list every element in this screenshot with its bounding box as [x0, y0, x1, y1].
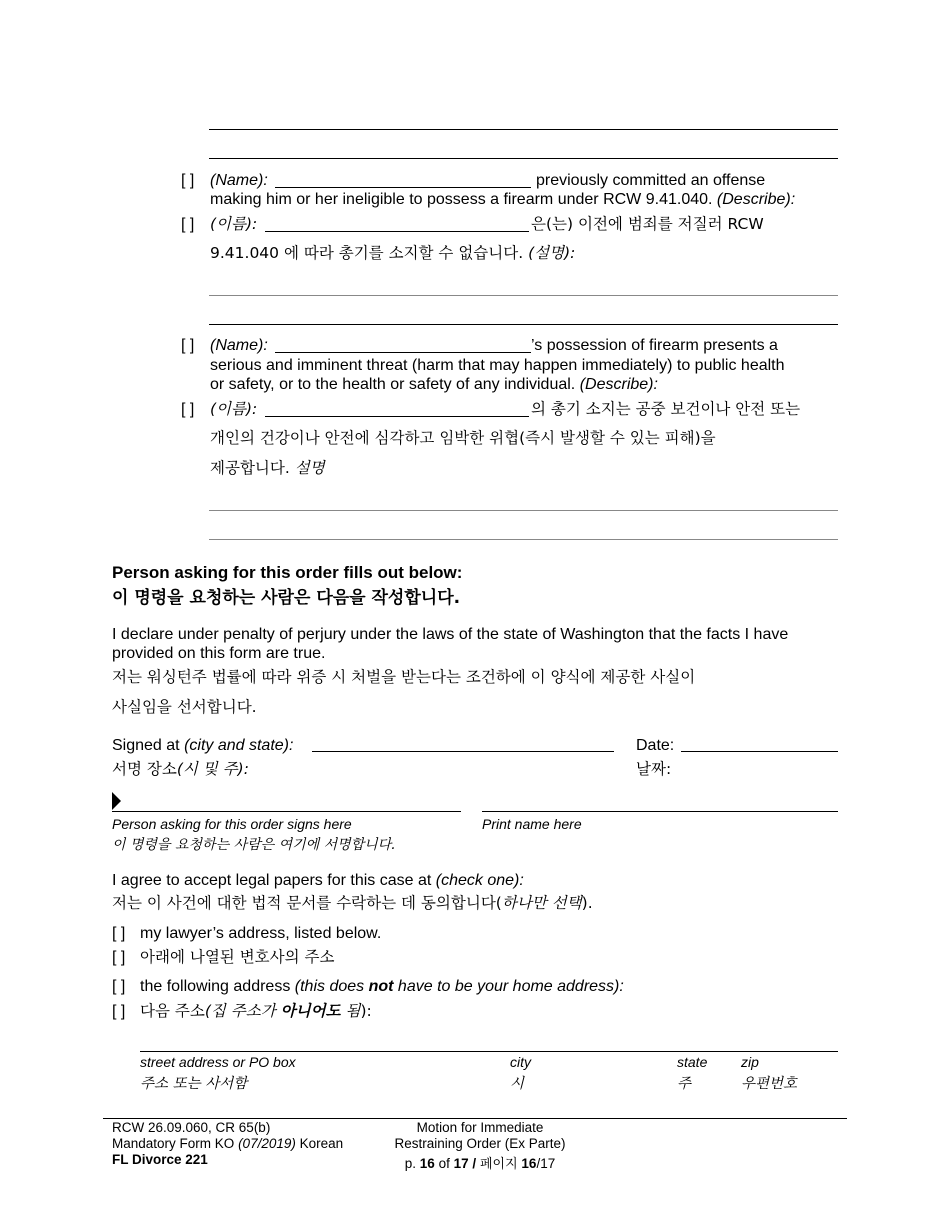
checkbox-following-address[interactable]: [ ] [112, 978, 126, 995]
date-input-line[interactable] [681, 751, 838, 752]
threat-text-3: or safety, or to the health or safety of any individual. (Describe): [210, 376, 658, 393]
option-lawyer-address-ko: 아래에 나열된 변호사의 주소 [140, 948, 335, 966]
describe-line [209, 510, 838, 511]
signed-at-label: Signed at (city and state): [112, 737, 294, 754]
threat-text: ’s possession of firearm presents a [531, 337, 778, 354]
declaration-text-ko: 저는 워싱턴주 법률에 따라 위증 시 처벌을 받는다는 조건하에 이 양식에 제공한 사실이 [112, 668, 696, 686]
state-label: state [677, 1054, 708, 1070]
name-input-line[interactable] [275, 352, 531, 353]
checkbox[interactable]: [ ] [181, 337, 195, 354]
footer-form: Mandatory Form KO (07/2019) Korean [112, 1136, 344, 1151]
checkbox-ko[interactable]: [ ] [181, 401, 195, 418]
name-input-line[interactable] [275, 187, 531, 188]
threat-text-ko-3: 제공합니다. 설명 [210, 459, 325, 477]
threat-text-ko: 의 총기 소지는 공중 보건이나 안전 또는 [531, 400, 801, 418]
name-label-ko: (이름): [210, 215, 258, 233]
footer-title-2: Restraining Order (Ex Parte) [394, 1136, 566, 1151]
signature-arrow-icon [112, 792, 121, 810]
legal-papers-intro: I agree to accept legal papers for this case at (check one): [112, 872, 524, 889]
describe-line [209, 539, 838, 540]
offense-text: previously committed an offense [536, 172, 766, 189]
checkbox[interactable]: [ ] [181, 172, 195, 189]
footer-title [380, 1120, 580, 1152]
signer-heading: Person asking for this order fills out below: [112, 563, 463, 582]
checkbox-lawyer-address-ko[interactable]: [ ] [112, 949, 126, 966]
threat-text-2: serious and imminent threat (harm that may happen immediately) to public health [210, 357, 785, 374]
declaration-text-ko-2: 사실임을 선서합니다. [112, 698, 257, 716]
legal-papers-intro-ko: 저는 이 사건에 대한 법적 문서를 수락하는 데 동의합니다(하나만 선택). [112, 894, 593, 912]
checkbox-ko[interactable]: [ ] [181, 216, 195, 233]
date-label-ko: 날짜: [636, 760, 672, 778]
print-name-input-line[interactable] [482, 811, 838, 812]
city-label: city [510, 1054, 531, 1070]
footer-rule [103, 1118, 847, 1119]
describe-line [209, 295, 838, 296]
city-label-ko: 시 [510, 1076, 525, 1092]
describe-line [209, 158, 838, 159]
sign-here-label: Person asking for this order signs here [112, 816, 352, 832]
option-following-address-ko: 다음 주소(집 주소가 아니어도 됨): [140, 1002, 372, 1020]
street-label: street address or PO box [140, 1054, 296, 1070]
threat-text-ko-2: 개인의 건강이나 안전에 심각하고 임박한 위협(즉시 발생할 수 있는 피해)을 [210, 429, 716, 447]
describe-line [209, 129, 838, 130]
footer-rcw: RCW 26.09.060, CR 65(b) [112, 1120, 271, 1135]
zip-label-ko: 우편번호 [741, 1076, 798, 1092]
print-name-label: Print name here [482, 816, 582, 832]
signature-input-line[interactable] [112, 811, 461, 812]
offense-text-2: making him or her ineligible to possess a firearm under RCW 9.41.040. (Describe): [210, 191, 796, 208]
signed-at-input-line[interactable] [312, 751, 614, 752]
address-input-line[interactable] [140, 1051, 838, 1052]
sign-here-label-ko: 이 명령을 요청하는 사람은 여기에 서명합니다. [112, 837, 396, 853]
state-label-ko: 주 [677, 1076, 692, 1092]
name-label-ko: (이름): [210, 400, 258, 418]
date-label: Date: [636, 737, 675, 754]
street-label-ko: 주소 또는 사서함 [140, 1076, 248, 1092]
footer-form-id: FL Divorce 221 [112, 1152, 208, 1167]
zip-label: zip [741, 1054, 759, 1070]
option-lawyer-address: my lawyer’s address, listed below. [140, 925, 382, 942]
name-input-line-ko[interactable] [265, 416, 529, 417]
offense-text-ko-2: 9.41.040 에 따라 총기를 소지할 수 없습니다. (설명): [210, 244, 576, 262]
name-label: (Name): [210, 172, 268, 189]
checkbox-lawyer-address[interactable]: [ ] [112, 925, 126, 942]
checkbox-following-address-ko[interactable]: [ ] [112, 1003, 126, 1020]
footer-title-1: Motion for Immediate [416, 1120, 544, 1135]
page-number: p. 16 of 17 / 페이지 16/17 [404, 1156, 556, 1172]
option-following-address: the following address (this does not have to be your home address): [140, 978, 624, 995]
declaration-text-2: provided on this form are true. [112, 645, 326, 662]
signed-at-label-ko: 서명 장소(시 및 주): [112, 760, 249, 778]
declaration-text: I declare under penalty of perjury under the laws of the state of Washington that the facts I have [112, 626, 789, 643]
describe-line [209, 324, 838, 325]
offense-text-ko: 은(는) 이전에 범죄를 저질러 RCW [531, 215, 764, 233]
name-input-line-ko[interactable] [265, 231, 529, 232]
name-label: (Name): [210, 337, 268, 354]
signer-heading-ko: 이 명령을 요청하는 사람은 다음을 작성합니다. [112, 588, 461, 608]
